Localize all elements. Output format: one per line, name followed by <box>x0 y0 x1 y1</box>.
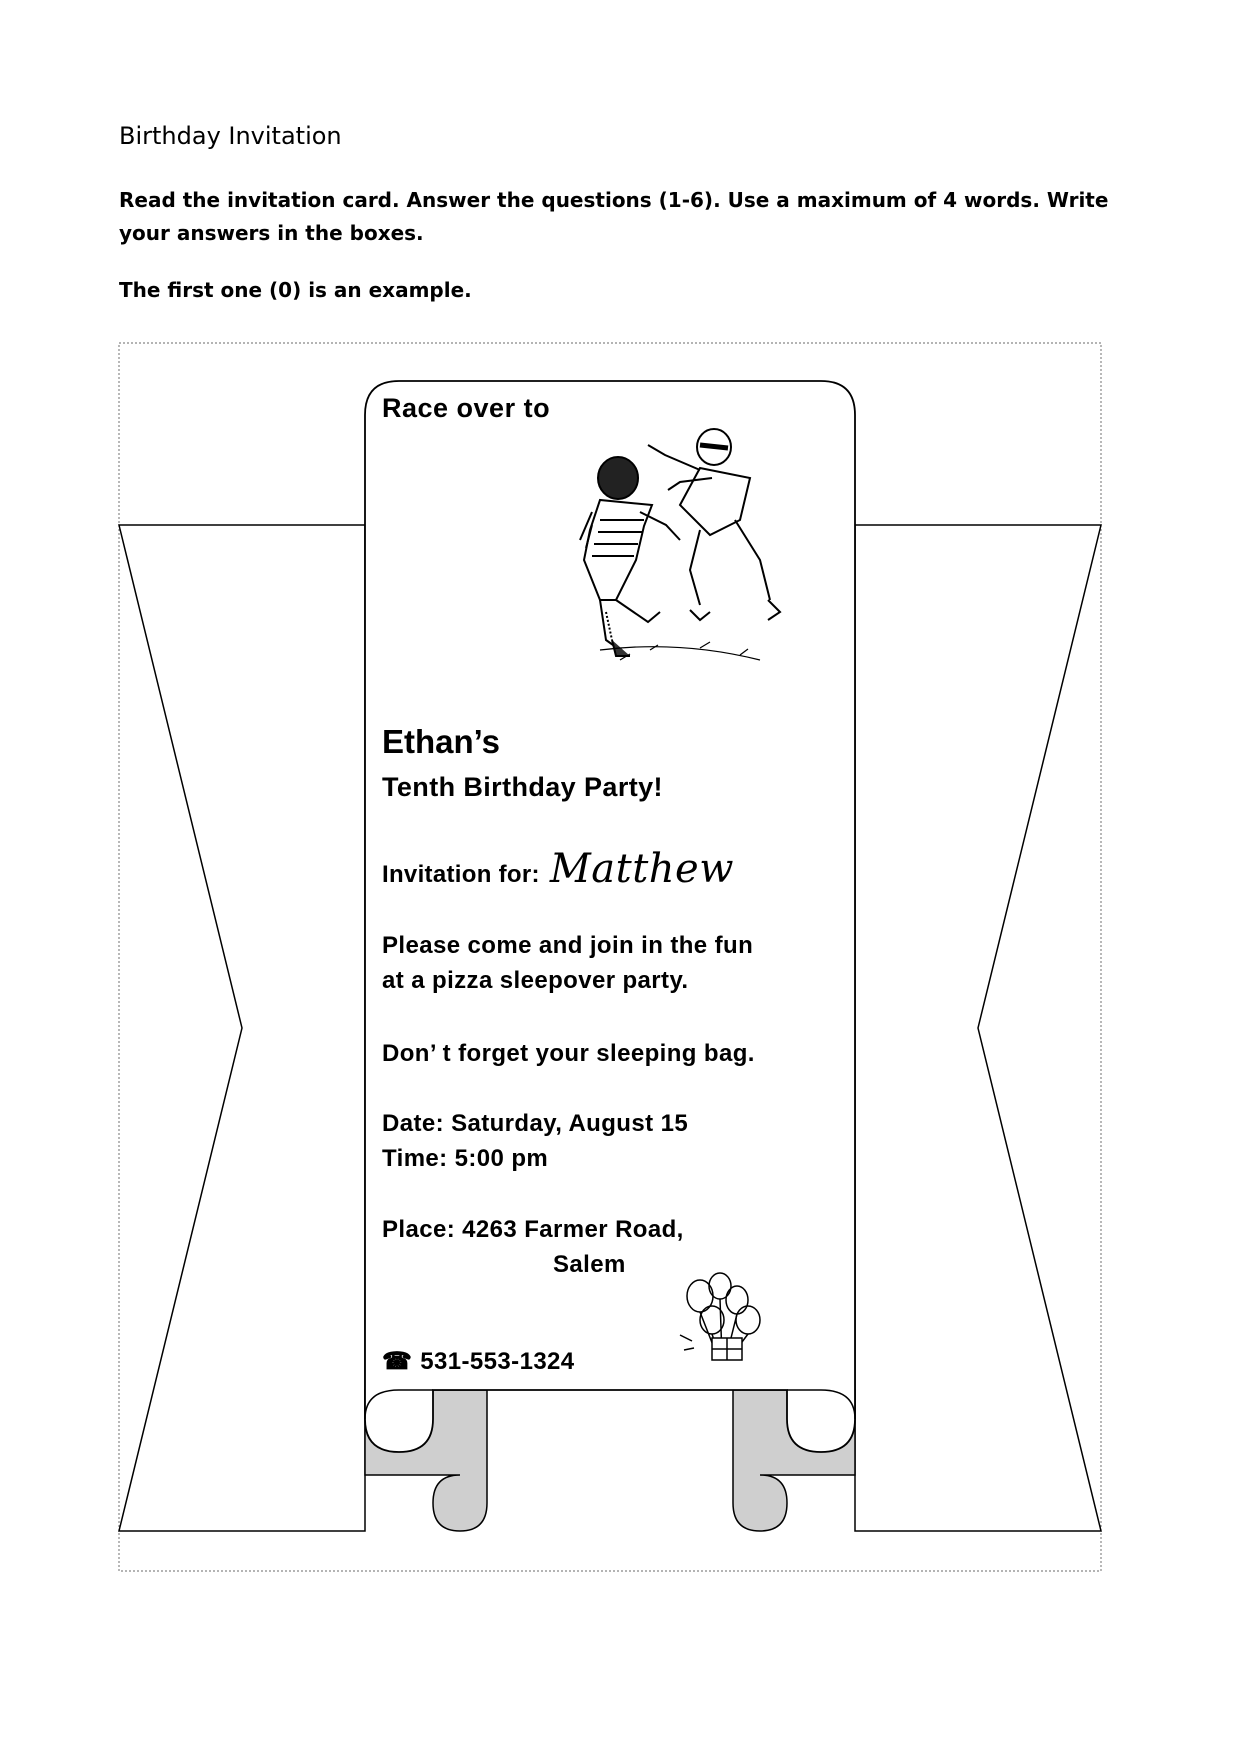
invitation-line <box>382 846 734 892</box>
come-line-2: at a pizza sleepover party. <box>382 967 689 994</box>
boy-left-head <box>598 457 638 499</box>
party-place: Place: 4263 Farmer Road, <box>382 1216 684 1243</box>
guest-name: Matthew <box>549 846 734 892</box>
telephone-icon: ☎ <box>382 1348 413 1375</box>
party-time: Time: 5:00 pm <box>382 1145 549 1172</box>
page-title: Birthday Invitation <box>119 122 342 150</box>
example-note: The first one (0) is an example. <box>119 278 472 302</box>
celebrant-name: Ethan’s <box>382 723 500 760</box>
ribbon-background <box>119 525 365 1531</box>
reminder-text: Don’ t forget your sleeping bag. <box>382 1040 755 1067</box>
card-heading: Race over to <box>382 393 551 423</box>
ribbon-background-right <box>855 525 1101 1531</box>
phone-number: 531-553-1324 <box>420 1348 575 1375</box>
party-city: Salem <box>553 1251 626 1278</box>
party-title: Tenth Birthday Party! <box>382 772 663 802</box>
instructions-text: Read the invitation card. Answer the questions (1-6). Use a maximum of 4 words. Write your answers in the boxes. <box>119 188 1109 245</box>
invitation-label: Invitation for: <box>382 861 540 888</box>
come-line-1: Please come and join in the fun <box>382 932 754 959</box>
party-date: Date: Saturday, August 15 <box>382 1110 689 1137</box>
phone-line <box>382 1347 575 1376</box>
